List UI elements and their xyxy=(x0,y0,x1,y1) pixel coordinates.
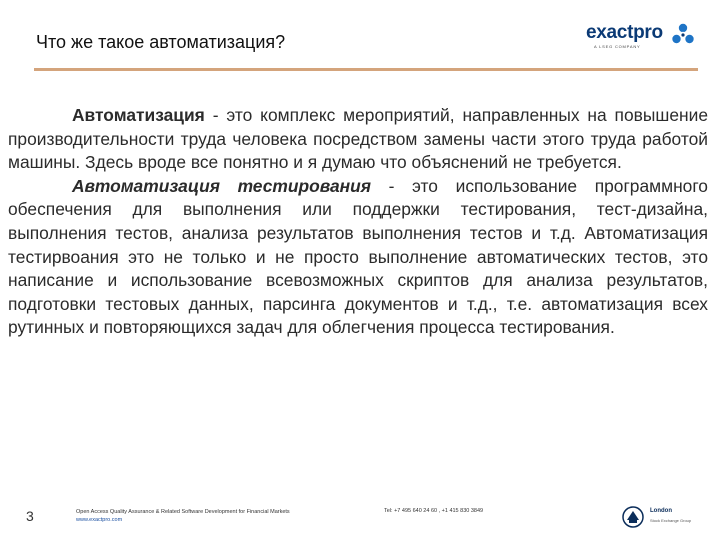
logo-text: exactpro xyxy=(586,22,663,43)
exactpro-mark-icon xyxy=(670,22,696,48)
page-title: Что же такое автоматизация? xyxy=(36,32,286,52)
header-divider xyxy=(34,68,698,71)
footer-phone: Tel: +7 495 640 24 60 , +1 415 830 3849 xyxy=(384,508,484,514)
term-test-automation: Автоматизация тестирования xyxy=(72,175,372,196)
main-text xyxy=(8,104,708,340)
logo-subtitle: A LSEG COMPANY xyxy=(594,44,641,49)
lse-logo xyxy=(620,504,710,532)
exactpro-logo xyxy=(586,22,696,54)
lse-subtitle: Stock Exchange Group xyxy=(650,518,692,523)
paragraph-test-automation xyxy=(8,175,708,340)
page-number: 3 xyxy=(26,508,34,524)
lse-name: London xyxy=(650,508,672,514)
footer-company-line: Open Access Quality Assurance & Related Software Development for Financial Markets xyxy=(76,509,290,515)
lse-crest-icon xyxy=(620,504,646,530)
paragraph-automation xyxy=(8,104,708,175)
paragraph-test-automation-text: - это использование программного обеспечения для выполнения или поддержки тестирования, тест-дизайна, выполнения тестов, анализа результатов выполнения тестов и т.д. Автоматизация тестирвоания это не только и не просто выполнение автоматических тестов, это написание и использование всевозможных скриптов для анализа результатов, подготовки тестовых данных, парсинга документов и т.д., т.е. автоматизация всех рутинных и повторяющихся задач для облегчения процесса тестирования. xyxy=(8,175,708,338)
paragraph-automation-text: - это комплекс мероприятий, направленных на повышение производительности труда человека посредством замены части этого труда работой машины. Здесь вроде все понятно и я думаю что объяснений не требуется. xyxy=(8,105,708,173)
footer-url-link[interactable]: www.exactpro.com xyxy=(76,517,123,523)
term-automation: Автоматизация xyxy=(72,105,205,125)
footer-company xyxy=(76,508,290,524)
